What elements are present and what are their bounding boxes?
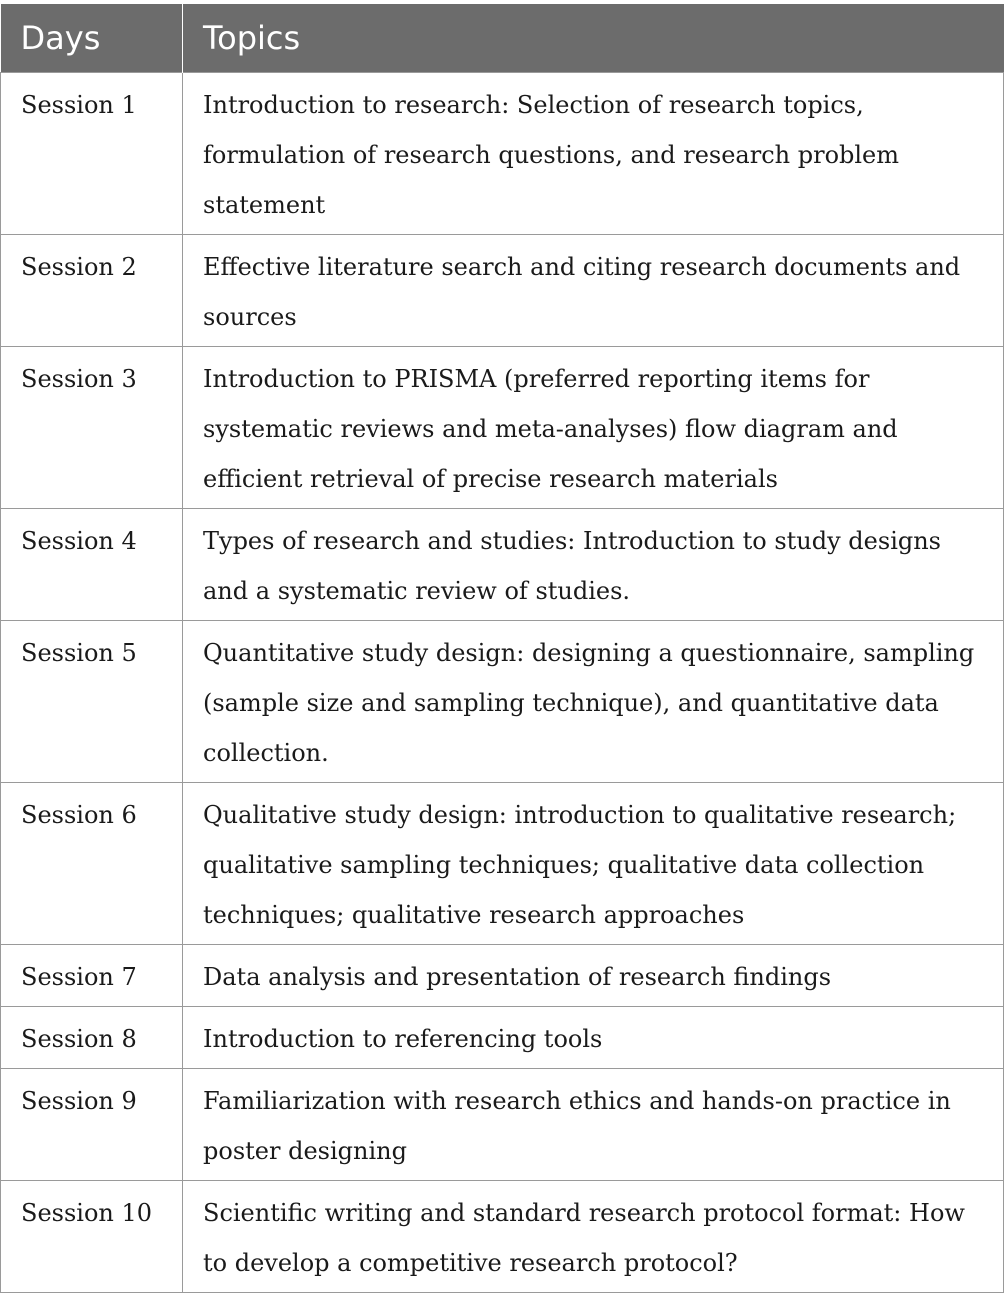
header-days: Days: [1, 4, 183, 72]
table-row: [1, 72, 1004, 234]
table-row: [1, 782, 1004, 944]
topic-cell: Introduction to research: Selection of research topics, formulation of research questions, and research problem statement: [183, 72, 1004, 234]
table-row: [1, 346, 1004, 508]
topic-cell: Effective literature search and citing research documents and sources: [183, 234, 1004, 346]
table-row: [1, 1006, 1004, 1068]
topic-cell: Data analysis and presentation of research findings: [183, 944, 1004, 1006]
day-cell: Session 2: [1, 234, 183, 346]
table-row: [1, 508, 1004, 620]
topic-cell: Familiarization with research ethics and hands-on practice in poster designing: [183, 1068, 1004, 1180]
topic-cell: Types of research and studies: Introduction to study designs and a systematic review of studies.: [183, 508, 1004, 620]
topic-cell: Quantitative study design: designing a questionnaire, sampling (sample size and sampling technique), and quantitative data collection.: [183, 620, 1004, 782]
day-cell: Session 10: [1, 1180, 183, 1292]
table-body: [1, 72, 1004, 1292]
day-cell: Session 7: [1, 944, 183, 1006]
table-row: [1, 234, 1004, 346]
table-row: [1, 1068, 1004, 1180]
day-cell: Session 9: [1, 1068, 183, 1180]
table-row: [1, 620, 1004, 782]
table-row: [1, 944, 1004, 1006]
table-row: [1, 1180, 1004, 1292]
header-topics: Topics: [183, 4, 1004, 72]
topic-cell: Introduction to referencing tools: [183, 1006, 1004, 1068]
schedule-table: [0, 4, 1004, 1293]
table-header: [1, 4, 1004, 72]
day-cell: Session 5: [1, 620, 183, 782]
day-cell: Session 1: [1, 72, 183, 234]
topic-cell: Qualitative study design: introduction to qualitative research; qualitative sampling techniques; qualitative data collection techniques; qualitative research approaches: [183, 782, 1004, 944]
topic-cell: Scientific writing and standard research protocol format: How to develop a competitive research protocol?: [183, 1180, 1004, 1292]
day-cell: Session 3: [1, 346, 183, 508]
header-row: [1, 4, 1004, 72]
day-cell: Session 4: [1, 508, 183, 620]
day-cell: Session 8: [1, 1006, 183, 1068]
topic-cell: Introduction to PRISMA (preferred reporting items for systematic reviews and meta-analyses) flow diagram and efficient retrieval of precise research materials: [183, 346, 1004, 508]
day-cell: Session 6: [1, 782, 183, 944]
